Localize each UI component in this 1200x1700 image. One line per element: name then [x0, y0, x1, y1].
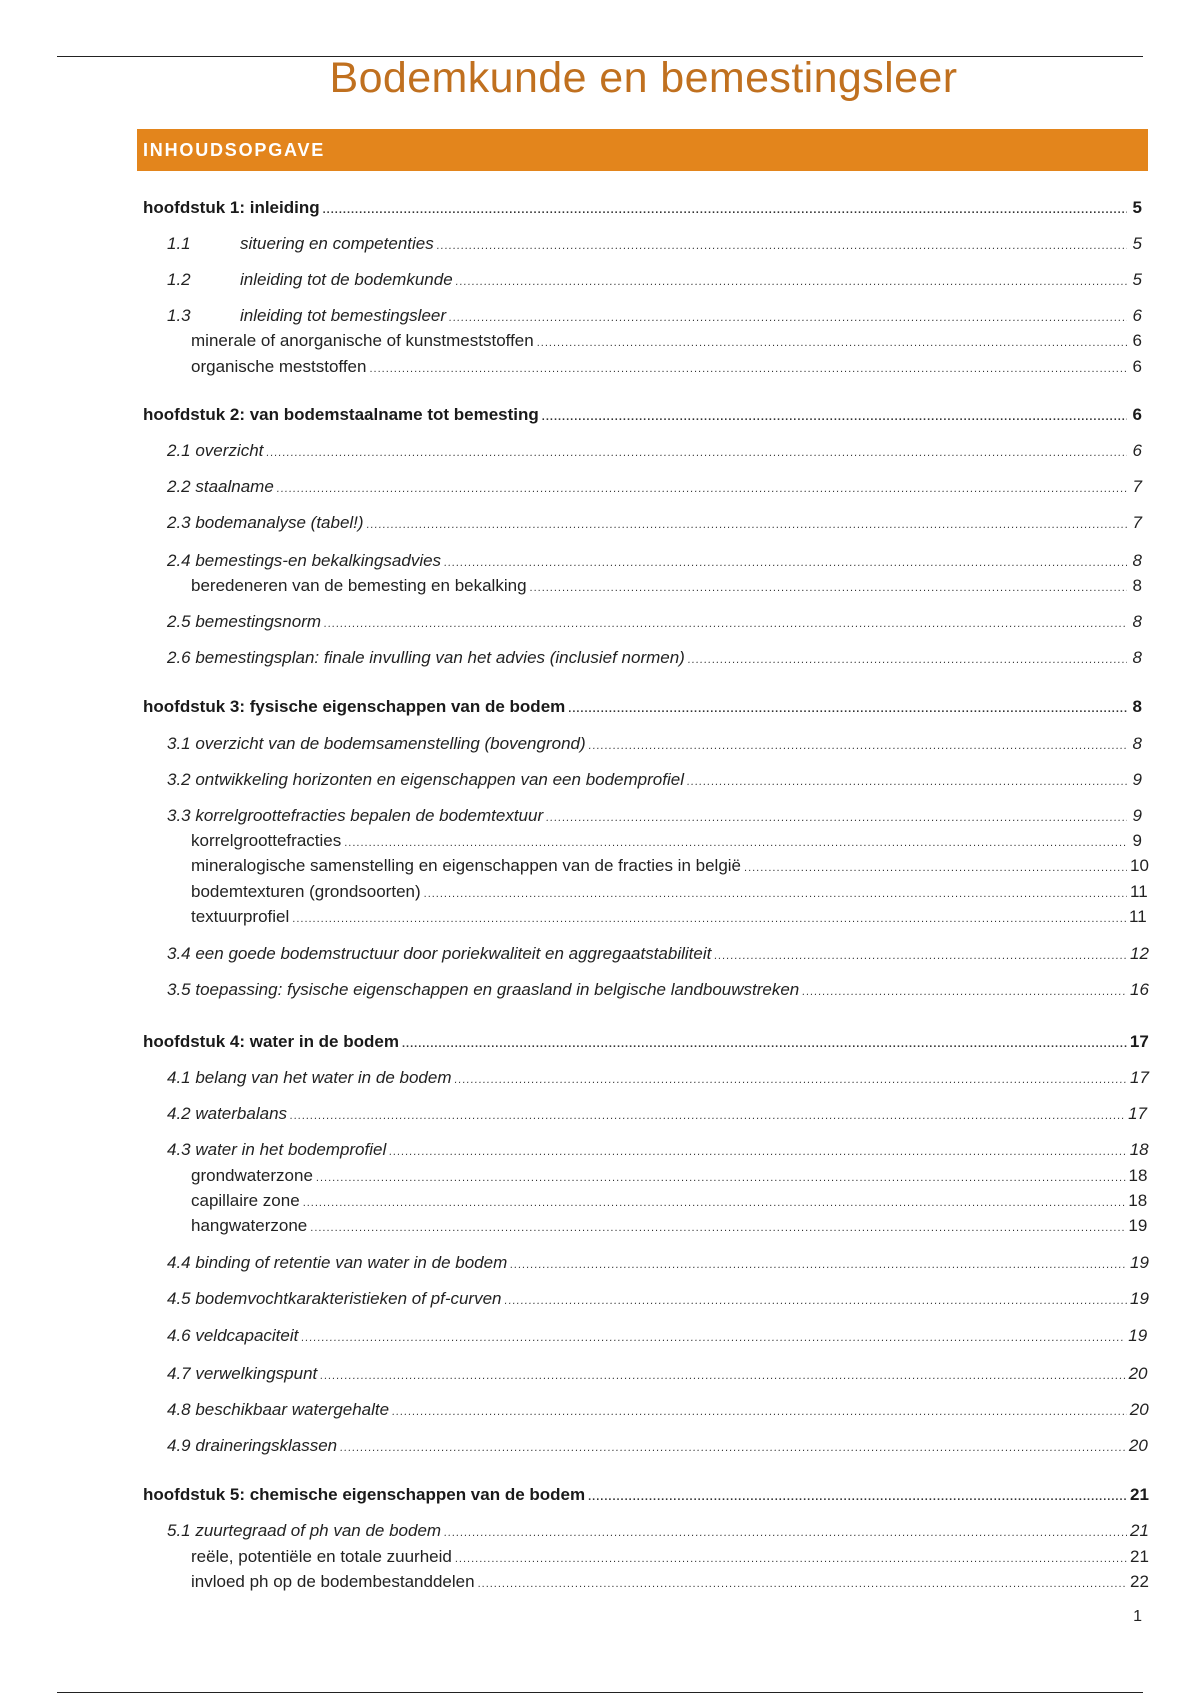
toc-entry-label [143, 405, 539, 425]
dot-leader [367, 520, 1127, 531]
toc-entry-page: 9 [1132, 806, 1142, 825]
toc-entry-page: 11 [1129, 907, 1147, 926]
toc-section-entry[interactable] [167, 551, 1142, 573]
toc-entry-text: organische meststoffen [191, 357, 367, 376]
toc-entry-label [191, 907, 289, 927]
toc-entry-page: 20 [1128, 1436, 1148, 1455]
toc-entry-text: hangwaterzone [191, 1216, 308, 1235]
toc-entry-label [143, 198, 320, 218]
toc-entry-text: 3.1 overzicht van de bodemsamenstelling (bovengrond) [167, 734, 586, 753]
dot-leader [310, 1223, 1125, 1234]
toc-entry-page: 11 [1130, 882, 1148, 901]
dot-leader [301, 1333, 1125, 1344]
dot-leader [588, 1492, 1127, 1503]
toc-section-entry[interactable] [167, 944, 1149, 966]
toc-section-entry[interactable] [167, 806, 1142, 828]
toc-section-entry[interactable] [167, 1326, 1148, 1348]
toc-entry-page: 8 [1132, 734, 1142, 753]
toc-entry-label [167, 441, 263, 461]
toc-entry-text: hoofdstuk 4: water in de bodem [143, 1032, 399, 1051]
toc-entry-label [167, 770, 684, 790]
toc-entry-page: 8 [1132, 612, 1142, 631]
toc-entry-label [167, 306, 446, 326]
toc-entry-text: 2.3 bodemanalyse (tabel!) [167, 513, 364, 532]
toc-entry-page: 18 [1129, 1140, 1149, 1159]
dot-leader [505, 1296, 1127, 1307]
toc-section-entry[interactable] [167, 980, 1149, 1002]
toc-entry-page: 20 [1129, 1400, 1149, 1419]
toc-chapter-entry[interactable] [143, 1485, 1149, 1507]
toc-entry-label [143, 697, 565, 717]
dot-leader [568, 704, 1127, 715]
toc-entry-label [167, 944, 711, 964]
toc-entry-text: textuurprofiel [191, 907, 290, 926]
dot-leader [292, 914, 1126, 925]
toc-entry-label [167, 1068, 451, 1088]
toc-entry-label [191, 1547, 452, 1567]
toc-section-entry[interactable] [167, 441, 1142, 463]
toc-entry-page: 5 [1132, 270, 1142, 289]
toc-entry-text: korrelgroottefracties [191, 831, 342, 850]
toc-entry-page: 8 [1132, 697, 1142, 716]
toc-entry-label [167, 234, 434, 254]
dot-leader [546, 813, 1127, 824]
toc-section-entry[interactable] [167, 612, 1142, 634]
toc-entry-text: 4.5 bodemvochtkarakteristieken of pf-curven [167, 1289, 502, 1308]
toc-entry-label [191, 331, 534, 351]
dot-leader [589, 741, 1127, 752]
toc-entry-text: situering en competenties [240, 234, 434, 253]
toc-section-entry[interactable] [167, 1364, 1148, 1386]
toc-entry-label [191, 882, 421, 902]
toc-entry-label [191, 856, 741, 876]
toc-entry-label [167, 1326, 298, 1346]
dot-leader [456, 277, 1127, 288]
toc-section-entry[interactable] [167, 1068, 1149, 1090]
toc-entry-page: 7 [1132, 513, 1142, 532]
dot-leader [323, 205, 1127, 216]
toc-entry-text: 4.9 draineringsklassen [167, 1436, 338, 1455]
dot-leader [340, 1443, 1126, 1454]
toc-section-entry[interactable] [167, 770, 1142, 792]
toc-chapter-entry[interactable] [143, 697, 1142, 719]
toc-entry-page: 21 [1130, 1485, 1149, 1504]
toc-entry-page: 12 [1130, 944, 1149, 963]
toc-entry-page: 22 [1130, 1572, 1149, 1591]
toc-section-entry[interactable] [167, 270, 1142, 292]
toc-entry-page: 9 [1132, 770, 1142, 789]
toc-subsection-entry[interactable] [191, 831, 1142, 853]
toc-entry-page: 6 [1132, 331, 1142, 350]
toc-section-entry[interactable] [167, 1140, 1149, 1162]
toc-entry-page: 17 [1129, 1032, 1149, 1051]
toc-entry-page: 5 [1132, 198, 1142, 217]
toc-entry-label [167, 648, 685, 668]
toc-entry-text: 2.1 overzicht [167, 441, 264, 460]
dot-leader [744, 863, 1127, 874]
toc-entry-label [167, 1104, 287, 1124]
toc-entry-page: 8 [1132, 576, 1142, 595]
toc-subsection-entry[interactable] [191, 907, 1147, 929]
toc-entry-text: 3.4 een goede bodemstructuur door poriekwaliteit en aggregaatstabiliteit [167, 944, 712, 963]
dot-leader [688, 655, 1127, 666]
toc-section-entry[interactable] [167, 513, 1142, 535]
toc-entry-text: minerale of anorganische of kunstmeststoffen [191, 331, 534, 350]
toc-entry-label [143, 1485, 585, 1505]
toc-entry-label [191, 831, 341, 851]
toc-entry-text: capillaire zone [191, 1191, 300, 1210]
toc-entry-label [191, 576, 527, 596]
toc-entry-label [167, 612, 321, 632]
toc-entry-text: 4.8 beschikbaar watergehalte [167, 1400, 390, 1419]
toc-entry-label [167, 1436, 337, 1456]
dot-leader [369, 364, 1127, 375]
dot-leader [437, 241, 1127, 252]
toc-entry-text: hoofdstuk 5: chemische eigenschappen van de bodem [143, 1485, 586, 1504]
toc-entry-text: grondwaterzone [191, 1166, 313, 1185]
toc-entry-text: mineralogische samenstelling en eigenschappen van de fracties in belgië [191, 856, 742, 875]
toc-section-entry[interactable] [167, 1289, 1149, 1311]
toc-entry-label [167, 1364, 317, 1384]
toc-entry-text: 3.5 toepassing: fysische eigenschappen en graasland in belgische landbouwstreken [167, 980, 800, 999]
toc-entry-page: 19 [1130, 1289, 1149, 1308]
toc-entry-label [167, 1140, 386, 1160]
dot-leader [444, 1528, 1127, 1539]
toc-entry-page: 6 [1132, 441, 1142, 460]
toc-entry-page: 21 [1130, 1547, 1149, 1566]
toc-section-entry[interactable] [167, 477, 1142, 499]
dot-leader [478, 1579, 1127, 1590]
toc-subsection-entry[interactable] [191, 1572, 1149, 1594]
toc-section-entry[interactable] [167, 1521, 1149, 1543]
toc-entry-label [167, 551, 441, 571]
dot-leader [389, 1147, 1126, 1158]
toc-entry-text: invloed ph op de bodembestanddelen [191, 1572, 475, 1591]
toc-entry-page: 6 [1132, 405, 1142, 424]
toc-entry-label [167, 980, 799, 1000]
dot-leader [542, 412, 1127, 423]
toc-section-entry[interactable] [167, 1253, 1149, 1275]
toc-entry-label [167, 1400, 389, 1420]
toc-entry-text: 4.1 belang van het water in de bodem [167, 1068, 452, 1087]
toc-section-entry[interactable] [167, 1436, 1148, 1458]
toc-entry-page: 9 [1132, 831, 1142, 850]
toc-entry-number: 1.2 [167, 270, 191, 289]
dot-leader [687, 777, 1127, 788]
toc-subsection-entry[interactable] [191, 1547, 1149, 1569]
toc-subsection-entry[interactable] [191, 576, 1142, 598]
toc-entry-text: inleiding tot bemestingsleer [240, 306, 447, 325]
dot-leader [324, 619, 1127, 630]
toc-entry-page: 10 [1130, 856, 1149, 875]
toc-entry-label [167, 734, 586, 754]
toc-chapter-entry[interactable] [143, 1032, 1149, 1054]
dot-leader [449, 313, 1127, 324]
toc-entry-label [167, 1253, 507, 1273]
toc-entry-label [167, 1289, 502, 1309]
toc-entry-label [167, 1521, 441, 1541]
toc-subsection-entry[interactable] [191, 856, 1149, 878]
toc-entry-page: 8 [1132, 551, 1142, 570]
dot-leader [537, 338, 1127, 349]
page-number: 1 [1133, 1608, 1142, 1625]
toc-entry-text: 2.6 bemestingsplan: finale invulling van het advies (inclusief normen) [167, 648, 685, 667]
toc-entry-text: 2.4 bemestings-en bekalkingsadvies [167, 551, 442, 570]
toc-subsection-entry[interactable] [191, 1166, 1148, 1188]
toc-entry-text: beredeneren van de bemesting en bekalking [191, 576, 527, 595]
toc-section-entry[interactable] [167, 734, 1142, 756]
toc-entry-page: 5 [1132, 234, 1142, 253]
dot-leader [402, 1039, 1127, 1050]
dot-leader [290, 1111, 1125, 1122]
dot-leader [320, 1371, 1125, 1382]
toc-entry-text: 5.1 zuurtegraad of ph van de bodem [167, 1521, 442, 1540]
toc-entry-page: 6 [1132, 306, 1142, 325]
toc-section-entry[interactable] [167, 648, 1142, 670]
toc-entry-text: hoofdstuk 1: inleiding [143, 198, 320, 217]
dot-leader [444, 558, 1127, 569]
dot-leader [714, 951, 1127, 962]
dot-leader [392, 1407, 1127, 1418]
toc-entry-page: 19 [1128, 1216, 1148, 1235]
toc-entry-text: 4.3 water in het bodemprofiel [167, 1140, 387, 1159]
toc-heading: INHOUDSOPGAVE [143, 140, 326, 160]
toc-entry-page: 21 [1130, 1521, 1149, 1540]
toc-entry-label [191, 1166, 313, 1186]
toc-entry-label [191, 1216, 307, 1236]
dot-leader [530, 583, 1127, 594]
toc-entry-page: 18 [1128, 1191, 1148, 1210]
toc-entry-text: 2.5 bemestingsnorm [167, 612, 322, 631]
toc-entry-page: 7 [1132, 477, 1142, 496]
toc-entry-text: hoofdstuk 3: fysische eigenschappen van de bodem [143, 697, 566, 716]
dot-leader [344, 838, 1127, 849]
toc-section-entry[interactable] [167, 1104, 1148, 1126]
toc-entry-text: 4.2 waterbalans [167, 1104, 288, 1123]
toc-chapter-entry[interactable] [143, 198, 1142, 220]
toc-entry-label [167, 806, 543, 826]
toc-subsection-entry[interactable] [191, 882, 1148, 904]
toc-entry-text: 4.6 veldcapaciteit [167, 1326, 299, 1345]
toc-section-entry[interactable] [167, 234, 1142, 256]
dot-leader [510, 1260, 1127, 1271]
toc-entry-text: 4.4 binding of retentie van water in de bodem [167, 1253, 508, 1272]
document-title: Bodemkunde en bemestingsleer [329, 54, 958, 102]
toc-entry-page: 17 [1128, 1104, 1148, 1123]
dot-leader [454, 1075, 1127, 1086]
toc-entry-label [191, 1191, 300, 1211]
toc-entry-page: 18 [1128, 1166, 1148, 1185]
dot-leader [802, 987, 1127, 998]
dot-leader [424, 889, 1127, 900]
toc-entry-page: 6 [1132, 357, 1142, 376]
toc-entry-text: 3.3 korrelgroottefracties bepalen de bodemtextuur [167, 806, 544, 825]
toc-entry-label [167, 270, 453, 290]
toc-subsection-entry[interactable] [191, 1191, 1148, 1213]
toc-entry-page: 8 [1132, 648, 1142, 667]
toc-entry-number: 1.1 [167, 234, 191, 253]
toc-entry-label [167, 513, 364, 533]
toc-entry-page: 16 [1130, 980, 1149, 999]
toc-entry-text: inleiding tot de bodemkunde [240, 270, 453, 289]
dot-leader [303, 1198, 1126, 1209]
toc-entry-page: 20 [1128, 1364, 1148, 1383]
toc-subsection-entry[interactable] [191, 1216, 1148, 1238]
dot-leader [266, 448, 1127, 459]
toc-entry-text: hoofdstuk 2: van bodemstaalname tot bemesting [143, 405, 539, 424]
toc-entry-number: 1.3 [167, 306, 191, 325]
toc-section-entry[interactable] [167, 306, 1142, 328]
toc-entry-text: reële, potentiële en totale zuurheid [191, 1547, 452, 1566]
dot-leader [316, 1173, 1126, 1184]
toc-entry-page: 17 [1130, 1068, 1149, 1087]
toc-entry-page: 19 [1128, 1326, 1148, 1345]
toc-entry-text: 4.7 verwelkingspunt [167, 1364, 318, 1383]
footer-rule [57, 1692, 1143, 1693]
toc-entry-page: 19 [1130, 1253, 1149, 1272]
toc-entry-text: bodemtexturen (grondsoorten) [191, 882, 421, 901]
toc-entry-text: 2.2 staalname [167, 477, 274, 496]
toc-chapter-entry[interactable] [143, 405, 1142, 427]
toc-entry-text: 3.2 ontwikkeling horizonten en eigenschappen van een bodemprofiel [167, 770, 684, 789]
toc-entry-label [191, 1572, 475, 1592]
toc-section-entry[interactable] [167, 1400, 1149, 1422]
toc-entry-label [143, 1032, 399, 1052]
dot-leader [455, 1554, 1127, 1565]
dot-leader [277, 484, 1127, 495]
toc-subsection-entry[interactable] [191, 357, 1142, 379]
toc-entry-label [191, 357, 366, 377]
toc-entry-label [167, 477, 274, 497]
toc-subsection-entry[interactable] [191, 331, 1142, 353]
